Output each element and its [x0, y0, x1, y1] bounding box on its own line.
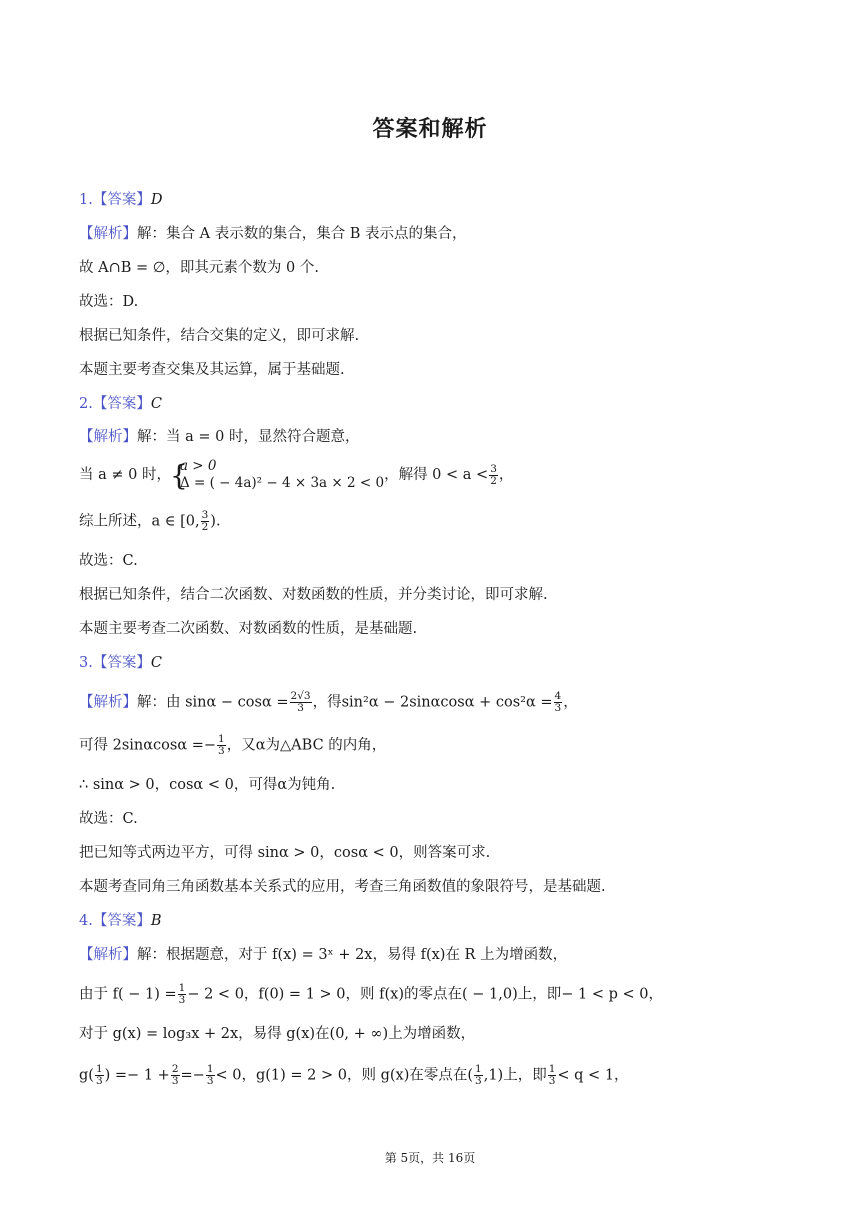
q4-fraction-2 — [95, 1064, 104, 1087]
q3-text-3: ∴ sinα > 0，cosα < 0，可得α为钝角. — [79, 777, 336, 793]
q4-fraction-5 — [474, 1064, 483, 1087]
q2-sys-row-1: a > 0 — [179, 458, 217, 474]
q3-fraction-3 — [217, 734, 226, 757]
frac-den: 3 — [178, 994, 186, 1006]
frac-num: 2√3 — [290, 690, 311, 702]
q3-analysis-line-1 — [79, 691, 578, 714]
analysis-tag: 【解析】 — [79, 694, 137, 711]
frac-num: 2 — [171, 1063, 179, 1075]
frac-num: 1 — [218, 733, 225, 745]
q3-text-1b: ，得sin²α − 2sinαcosα + cos²α = — [312, 694, 553, 711]
analysis-tag: 【解析】 — [79, 226, 137, 242]
q4-answer-line — [79, 910, 162, 932]
q4-analysis-line-1 — [79, 944, 567, 966]
q2-inequality-system — [171, 458, 384, 492]
q4-text-3: 对于 g(x) = log₃x + 2x，易得 g(x)在(0, + ∞)上为增函数， — [79, 1026, 476, 1042]
frac-num: 4 — [554, 690, 562, 702]
answer-tag: 【答案】 — [92, 655, 151, 671]
frac-num: 3 — [490, 462, 497, 475]
q4-fraction-3 — [171, 1064, 180, 1087]
q4-text-4f: < q < 1， — [557, 1067, 629, 1084]
frac-den: 3 — [95, 1075, 103, 1087]
frac-num: 1 — [178, 982, 186, 994]
q1-text-4: 根据已知条件，结合交集的定义，即可求解. — [79, 328, 360, 344]
frac-den: 2 — [201, 521, 209, 533]
analysis-tag: 【解析】 — [79, 947, 137, 963]
frac-num: 1 — [475, 1063, 482, 1075]
q4-fraction-1 — [178, 983, 187, 1006]
q3-text-1a: 解：由 sinα − cosα = — [137, 694, 289, 711]
frac-den: 3 — [218, 745, 225, 757]
q2-case-end: ， — [498, 467, 514, 483]
q2-answer: C — [150, 396, 162, 412]
q1-text-5: 本题主要考查交集及其运算，属于基础题. — [79, 362, 345, 378]
q4-text-4e: ,1)上，即 — [483, 1067, 547, 1084]
q2-text-method: 根据已知条件，结合二次函数、对数函数的性质，并分类讨论，即可求解. — [79, 587, 548, 603]
q4-number: 4. — [79, 913, 93, 929]
q3-text-6: 本题考查同角三角函数基本关系式的应用，考查三角函数值的象限符号，是基础题. — [79, 879, 606, 895]
q1-answer: D — [150, 192, 163, 208]
q1-number: 1. — [79, 192, 93, 208]
q2-case-line — [79, 458, 513, 492]
q1-text-1: 解：集合 A 表示数的集合，集合 B 表示点的集合， — [137, 226, 467, 242]
q3-text-1c: ， — [563, 694, 578, 711]
q2-fraction — [489, 464, 498, 487]
frac-den: 3 — [475, 1075, 482, 1087]
q2-analysis-line-1 — [79, 426, 359, 448]
q4-text-4b: ) =− 1 + — [104, 1067, 170, 1084]
q2-summary-line — [79, 510, 221, 533]
frac-den: 3 — [206, 1075, 214, 1087]
q3-answer: C — [150, 655, 162, 671]
q2-text-choice: 故选：C. — [79, 553, 138, 569]
answer-tag: 【答案】 — [92, 192, 151, 208]
answer-tag: 【答案】 — [92, 396, 151, 412]
q4-fraction-6 — [548, 1064, 557, 1087]
frac-den: 3 — [554, 702, 562, 714]
q4-text-1: 解：根据题意，对于 f(x) = 3ˣ + 2x，易得 f(x)在 R 上为增函数， — [137, 947, 568, 963]
analysis-tag: 【解析】 — [79, 429, 137, 445]
q2-case-mid: ，解得 0 < a < — [384, 467, 489, 483]
frac-num: 1 — [548, 1063, 556, 1075]
q3-text-2b: ，又α为△ABC 的内角， — [226, 737, 387, 754]
q3-text-4: 故选：C. — [79, 811, 138, 827]
frac-num: 1 — [95, 1063, 103, 1075]
q4-text-4c: =− — [180, 1067, 205, 1084]
frac-den: 3 — [171, 1075, 179, 1087]
q2-text-1: 解：当 a = 0 时，显然符合题意， — [137, 429, 360, 445]
q2-sys-row-2: Δ = ( − 4a)² − 4 × 3a × 2 < 0 — [179, 475, 385, 491]
frac-den: 3 — [548, 1075, 556, 1087]
q4-analysis-line-2 — [79, 983, 663, 1006]
q2-summary-pre: 综上所述，a ∈ [0, — [79, 513, 200, 530]
q4-fraction-4 — [206, 1064, 215, 1087]
q3-text-2a: 可得 2sinαcosα =− — [79, 737, 217, 754]
q4-answer: B — [150, 913, 162, 929]
frac-den: 3 — [297, 702, 304, 714]
q4-analysis-line-4 — [79, 1064, 629, 1087]
q2-case-pre: 当 a ≠ 0 时， — [79, 467, 171, 483]
q3-answer-line — [79, 652, 162, 674]
frac-num: 1 — [206, 1063, 214, 1075]
answer-tag: 【答案】 — [92, 913, 151, 929]
q3-fraction-1 — [290, 691, 312, 714]
brace-symbol: { — [169, 459, 188, 492]
q3-analysis-line-2 — [79, 734, 386, 757]
q1-text-2: 故 A∩B = ∅，即其元素个数为 0 个. — [79, 260, 319, 276]
q4-text-4d: < 0，g(1) = 2 > 0，则 g(x)在零点在( — [215, 1067, 474, 1084]
q3-text-5: 把已知等式两边平方，可得 sinα > 0，cosα < 0，则答案可求. — [79, 845, 491, 861]
q2-text-comment: 本题主要考查二次函数、对数函数的性质，是基础题. — [79, 621, 418, 637]
q1-answer-line — [79, 189, 162, 211]
page-title: 答案和解析 — [372, 117, 488, 142]
q1-analysis-line-1 — [79, 223, 467, 245]
q1-text-3: 故选：D. — [79, 294, 139, 310]
q2-number: 2. — [79, 396, 93, 412]
page-footer: 第 5页，共 16页 — [384, 1151, 476, 1165]
q4-text-2a: 由于 f( − 1) = — [79, 986, 177, 1003]
q2-answer-line — [79, 393, 162, 415]
frac-den: 2 — [490, 474, 497, 487]
q2-summary-fraction — [201, 510, 210, 533]
q3-number: 3. — [79, 655, 93, 671]
q4-text-4a: g( — [79, 1067, 94, 1084]
q3-fraction-2 — [554, 691, 563, 714]
q2-summary-end: ). — [210, 513, 221, 530]
frac-num: 3 — [201, 509, 209, 521]
q4-text-2b: − 2 < 0，f(0) = 1 > 0，则 f(x)的零点在( − 1,0)上，即− 1 < p < 0， — [187, 986, 663, 1003]
